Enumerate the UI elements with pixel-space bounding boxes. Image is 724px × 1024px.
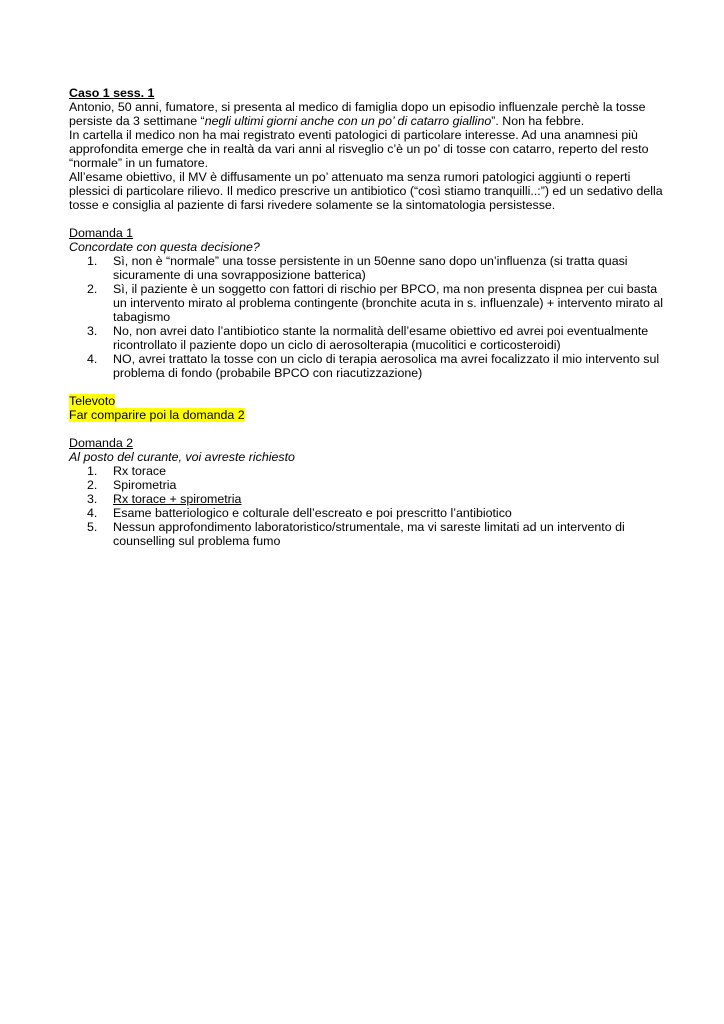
- option-text: Spirometria: [113, 478, 177, 492]
- option-text: Nessun approfondimento laboratoristico/strumentale, ma vi sareste limitati ad un intervento di counselling sul problema fumo: [113, 520, 625, 548]
- option-text: Sì, non è “normale” una tosse persistente in un 50enne sano dopo un’influenza (si tratta quasi sicuramente di una sovrapposizione batterica): [113, 254, 628, 282]
- question2-heading: Domanda 2: [69, 436, 134, 450]
- question2-option: [69, 506, 669, 520]
- option-text: Rx torace: [113, 464, 167, 478]
- case-intro-text: Antonio, 50 anni, fumatore, si presenta al medico di famiglia dopo un episodio influenzale perchè la tosse persiste da 3 settimane “: [69, 100, 646, 128]
- option-number: 2.: [87, 478, 98, 492]
- question1-options: [69, 254, 669, 380]
- spacer: [69, 422, 669, 436]
- option-number: 1.: [87, 464, 98, 478]
- televoto-highlight: Televoto: [69, 394, 116, 408]
- option-number: 3.: [87, 492, 98, 506]
- question2-option: [69, 520, 669, 548]
- spacer: [69, 212, 669, 226]
- spacer: [69, 380, 669, 394]
- question2-option: [69, 492, 669, 506]
- instruction-highlight: Far comparire poi la domanda 2: [69, 408, 245, 422]
- case-exam: All’esame obiettivo, il MV è diffusamente un po’ attenuato ma senza rumori patologici aggiunti o reperti plessici di particolare rilievo. Il medico prescrive un antibiotico (“così stiamo tranquilli..:”) ed un sedativo della tosse e consiglia al paziente di farsi rivedere solamente se la sintomatologia persistesse.: [69, 170, 663, 212]
- option-text: Esame batteriologico e colturale dell’escreato e poi prescritto l’antibiotico: [113, 506, 512, 520]
- option-number: 4.: [87, 352, 98, 366]
- televoto-note: [69, 394, 669, 408]
- question1-option: [69, 282, 669, 324]
- question1-heading: Domanda 1: [69, 226, 134, 240]
- question1-prompt: Concordate con questa decisione?: [69, 240, 260, 254]
- option-number: 3.: [87, 324, 98, 338]
- question1-option: [69, 352, 669, 380]
- case-intro-end: ”. Non ha febbre.: [491, 114, 585, 128]
- option-text: NO, avrei trattato la tosse con un ciclo di terapia aerosolica ma avrei focalizzato il mio intervento sul problema di fondo (probabile BPCO con riacutizzazione): [113, 352, 660, 380]
- question2-prompt: Al posto del curante, voi avreste richiesto: [69, 450, 295, 464]
- case-title: Caso 1 sess. 1: [69, 86, 155, 100]
- question2-option: [69, 478, 669, 492]
- question1-option: [69, 254, 669, 282]
- option-text-underlined: Rx torace + spirometria: [113, 492, 242, 506]
- case-history: In cartella il medico non ha mai registrato eventi patologici di particolare interesse. Ad una anamnesi più approfondita emerge che in realtà da vari anni al risveglio c’è un po’ di tosse con catarro, reperto del resto “normale” in un fumatore.: [69, 128, 649, 170]
- question2-option: [69, 464, 669, 478]
- instruction-note: [69, 408, 669, 422]
- case-intro: [69, 100, 669, 128]
- option-number: 4.: [87, 506, 98, 520]
- option-text: No, non avrei dato l’antibiotico stante la normalità dell’esame obiettivo ed avrei poi eventualmente ricontrollato il paziente dopo un ciclo di aerosolterapia (mucolitici e corticosteroidi): [113, 324, 649, 352]
- option-number: 5.: [87, 520, 98, 534]
- option-number: 1.: [87, 254, 98, 268]
- question2-options: [69, 464, 669, 548]
- option-number: 2.: [87, 282, 98, 296]
- question1-option: [69, 324, 669, 352]
- option-text: Sì, il paziente è un soggetto con fattori di rischio per BPCO, ma non presenta dispnea per cui basta un intervento mirato al problema contingente (bronchite acuta in s. influenzale) + intervento mirato al tabagismo: [113, 282, 663, 324]
- case-intro-quote: negli ultimi giorni anche con un po’ di catarro giallino: [204, 114, 492, 128]
- document-page: [69, 86, 669, 548]
